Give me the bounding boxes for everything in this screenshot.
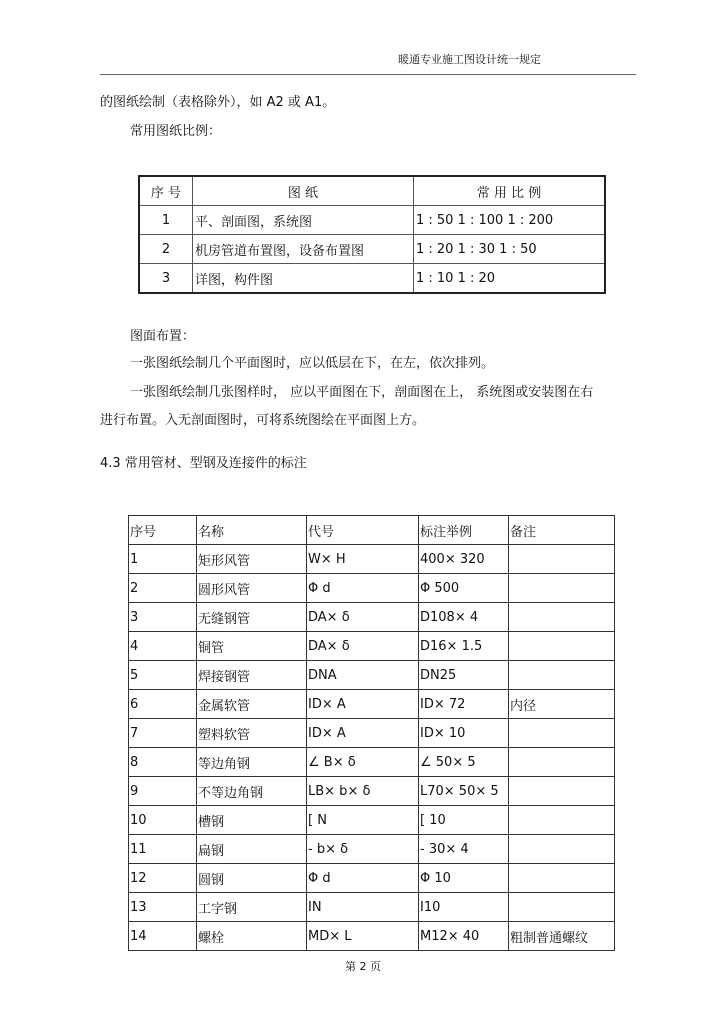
cell-name: 扁钢 bbox=[197, 835, 307, 864]
cell-note bbox=[509, 748, 615, 777]
cell-note bbox=[509, 806, 615, 835]
cell-note bbox=[509, 603, 615, 632]
cell-scale: 1 : 10 1 : 20 bbox=[414, 264, 606, 294]
cell-code: DNA bbox=[307, 661, 419, 690]
table-row bbox=[129, 777, 615, 806]
cell-note: 内径 bbox=[509, 690, 615, 719]
table-row bbox=[129, 806, 615, 835]
cell-name: 金属软管 bbox=[197, 690, 307, 719]
cell-name: 矩形风管 bbox=[197, 545, 307, 574]
cell-example: DN25 bbox=[419, 661, 509, 690]
cell-code: LB× b× δ bbox=[307, 777, 419, 806]
cell-code: MD× L bbox=[307, 922, 419, 951]
table-row bbox=[129, 719, 615, 748]
cell-name: 圆形风管 bbox=[197, 574, 307, 603]
cell-no: 5 bbox=[129, 661, 197, 690]
header-cell-scale: 常 用 比 例 bbox=[414, 176, 606, 206]
header-cell-drawing: 图 纸 bbox=[193, 176, 414, 206]
cell-code: ID× A bbox=[307, 719, 419, 748]
cell-code: W× H bbox=[307, 545, 419, 574]
cell-no: 3 bbox=[139, 264, 193, 294]
cell-no: 10 bbox=[129, 806, 197, 835]
cell-no: 11 bbox=[129, 835, 197, 864]
cell-example: 400× 320 bbox=[419, 545, 509, 574]
header-rule bbox=[100, 74, 636, 75]
cell-note bbox=[509, 777, 615, 806]
cell-note bbox=[509, 661, 615, 690]
paragraph-layout-rule-1: 一张图纸绘制几个平面图时，应以低层在下，在左，依次排列。 bbox=[130, 356, 495, 371]
cell-code: ID× A bbox=[307, 690, 419, 719]
paragraph-continuation: 的图纸绘制（表格除外），如 A2 或 A1。 bbox=[100, 95, 336, 110]
cell-example: Φ 500 bbox=[419, 574, 509, 603]
table-row bbox=[129, 690, 615, 719]
table-row bbox=[139, 206, 605, 235]
header-cell-code: 代号 bbox=[307, 516, 419, 545]
cell-note bbox=[509, 632, 615, 661]
cell-name: 螺栓 bbox=[197, 922, 307, 951]
cell-name: 铜管 bbox=[197, 632, 307, 661]
cell-code: ∠ B× δ bbox=[307, 748, 419, 777]
cell-drawing: 机房管道布置图，设备布置图 bbox=[193, 235, 414, 264]
cell-no: 1 bbox=[139, 206, 193, 235]
cell-code: Φ d bbox=[307, 864, 419, 893]
cell-code: DA× δ bbox=[307, 603, 419, 632]
header-cell-note: 备注 bbox=[509, 516, 615, 545]
cell-note bbox=[509, 835, 615, 864]
cell-name: 不等边角钢 bbox=[197, 777, 307, 806]
cell-code: Φ d bbox=[307, 574, 419, 603]
cell-drawing: 详图，构件图 bbox=[193, 264, 414, 294]
cell-no: 14 bbox=[129, 922, 197, 951]
cell-code: [ N bbox=[307, 806, 419, 835]
cell-example: ID× 10 bbox=[419, 719, 509, 748]
cell-scale: 1 : 20 1 : 30 1 : 50 bbox=[414, 235, 606, 264]
table-row bbox=[129, 922, 615, 951]
cell-no: 4 bbox=[129, 632, 197, 661]
paragraph-layout-heading: 图面布置： bbox=[130, 329, 196, 344]
section-heading: 4.3 常用管材、型钢及连接件的标注 bbox=[100, 456, 307, 471]
cell-no: 7 bbox=[129, 719, 197, 748]
cell-no: 12 bbox=[129, 864, 197, 893]
cell-scale: 1 : 50 1 : 100 1 : 200 bbox=[414, 206, 606, 235]
cell-no: 9 bbox=[129, 777, 197, 806]
cell-name: 等边角钢 bbox=[197, 748, 307, 777]
cell-name: 工字钢 bbox=[197, 893, 307, 922]
paragraph-layout-rule-3: 进行布置。入无剖面图时，可将系统图绘在平面图上方。 bbox=[100, 413, 426, 428]
cell-example: L70× 50× 5 bbox=[419, 777, 509, 806]
pipe-marking-table bbox=[128, 515, 615, 951]
cell-example: ∠ 50× 5 bbox=[419, 748, 509, 777]
cell-example: D108× 4 bbox=[419, 603, 509, 632]
cell-name: 圆钢 bbox=[197, 864, 307, 893]
header-cell-no: 序 号 bbox=[139, 176, 193, 206]
cell-no: 1 bbox=[129, 545, 197, 574]
page-header-title: 暖通专业施工图设计统一规定 bbox=[398, 53, 541, 66]
paragraph-layout-rule-2: 一张图纸绘制几张图样时， 应以平面图在下，剖面图在上， 系统图或安装图在右 bbox=[130, 385, 594, 400]
cell-note: 粗制普通螺纹 bbox=[509, 922, 615, 951]
table-header-row bbox=[129, 516, 615, 545]
cell-code: - b× δ bbox=[307, 835, 419, 864]
cell-example: M12× 40 bbox=[419, 922, 509, 951]
table-header-row bbox=[139, 176, 605, 206]
table-row bbox=[129, 603, 615, 632]
page-number: 第 2 页 bbox=[345, 960, 381, 973]
header-cell-no: 序号 bbox=[129, 516, 197, 545]
cell-note bbox=[509, 719, 615, 748]
cell-no: 2 bbox=[129, 574, 197, 603]
table-row bbox=[129, 835, 615, 864]
cell-name: 塑料软管 bbox=[197, 719, 307, 748]
cell-example: ID× 72 bbox=[419, 690, 509, 719]
cell-example: [ 10 bbox=[419, 806, 509, 835]
table-row bbox=[139, 235, 605, 264]
cell-drawing: 平、剖面图，系统图 bbox=[193, 206, 414, 235]
table-row bbox=[129, 661, 615, 690]
cell-no: 8 bbox=[129, 748, 197, 777]
cell-note bbox=[509, 574, 615, 603]
cell-name: 焊接钢管 bbox=[197, 661, 307, 690]
drawing-scale-table bbox=[138, 175, 606, 294]
cell-no: 3 bbox=[129, 603, 197, 632]
cell-note bbox=[509, 864, 615, 893]
cell-note bbox=[509, 545, 615, 574]
cell-example: Φ 10 bbox=[419, 864, 509, 893]
table-row bbox=[129, 574, 615, 603]
cell-no: 13 bbox=[129, 893, 197, 922]
table-row bbox=[139, 264, 605, 294]
cell-note bbox=[509, 893, 615, 922]
cell-code: IN bbox=[307, 893, 419, 922]
table-row bbox=[129, 748, 615, 777]
table-row bbox=[129, 632, 615, 661]
cell-code: DA× δ bbox=[307, 632, 419, 661]
paragraph-scale-intro: 常用图纸比例： bbox=[130, 124, 222, 139]
cell-example: D16× 1.5 bbox=[419, 632, 509, 661]
header-cell-name: 名称 bbox=[197, 516, 307, 545]
cell-no: 2 bbox=[139, 235, 193, 264]
cell-name: 槽钢 bbox=[197, 806, 307, 835]
cell-example: I10 bbox=[419, 893, 509, 922]
cell-example: - 30× 4 bbox=[419, 835, 509, 864]
cell-name: 无缝钢管 bbox=[197, 603, 307, 632]
header-cell-example: 标注举例 bbox=[419, 516, 509, 545]
table-row bbox=[129, 864, 615, 893]
cell-no: 6 bbox=[129, 690, 197, 719]
table-row bbox=[129, 545, 615, 574]
table-row bbox=[129, 893, 615, 922]
